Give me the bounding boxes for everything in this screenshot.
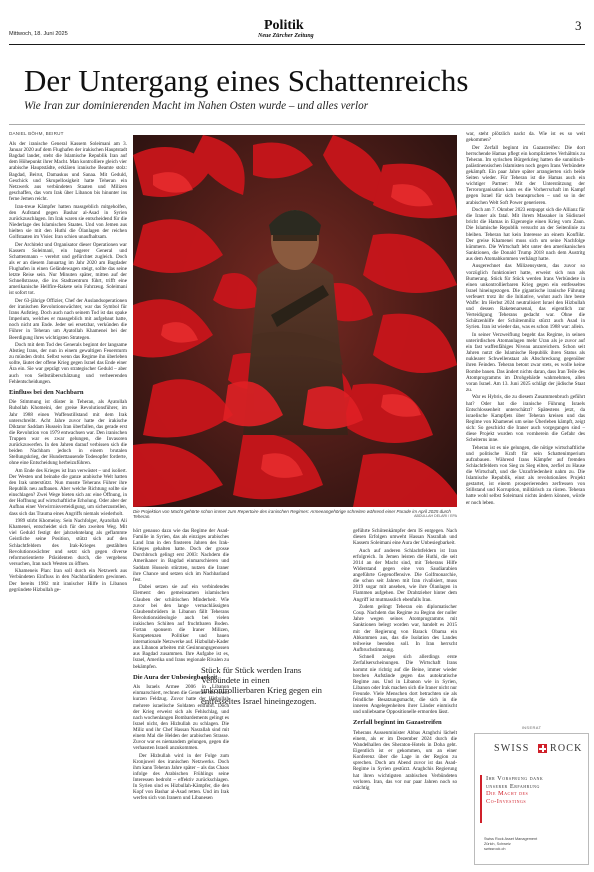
subheading: Zerfall beginnt im Gazastreifen [353,719,442,727]
paragraph: 1989 stirbt Khomeiny. Sein Nachfolger, Ayatollah Ali Khamenei, entscheidet sich für den zweiten Weg. Mit viel Geduld festigt der jahrzehntelang als geflammte Geistliche seine Position, stützt sich auf den Schlachtfeldern des Irak-Krieges gestählten Revolutionswächter und setzt sich gegen diverse reformorientierte Präsidenten durch, die vergebens versuchen, Iran nach Westen zu öffnen. [9,518,127,567]
page-number: 3 [575,18,582,33]
pull-quote: Stück für Stück werden Irans Verbündete in einen unkontrollierbaren Krieg gegen ein entfesseltes Israel hineingezogen. [201,665,322,706]
section-title: Politik [264,18,304,33]
paragraph: Am Ende des Krieges ist Iran verwüstet – und isoliert. Der Westen und beinahe die ganze arabische Welt hatten den Irak unterstützt. Nun musste Teherans Führer ihre Republik neu aufbauen. Aber welche Richtung sollte sie einschlagen? Zwei Wege bieten sich an: eine Öffnung, in der Hoffnung auf wirtschaftliche Erholung. Oder aber der Aufbau einer Verwirrnisverteidigung, um sicherzustellen, dass sich das Trauma eines Angriffs niemals wiederholt. [9,467,127,517]
ad-headline-box [480,775,587,823]
article-title: Der Untergang eines Schattenreichs [24,63,469,98]
photo-credit: ABDULLAH DELARI / EPA [414,514,457,518]
ad-footer-location: Zürich, Schweiz [484,841,511,846]
ad-footer-company: Swiss Rock Asset Management [484,837,538,841]
article-subtitle: Wie Iran zur dominierenden Macht im Nahen Osten wurde – und alles verlor [24,100,369,112]
issue-date: Mittwoch, 18. Juni 2025 [9,31,68,37]
paragraph: Teheran ist es nie gelungen, die nötige wirtschaftliche und politische Kraft für sein Schattenimperium aufzubauen. Während Irans Kämpfer auf fremden Schlachtfeldern von Sieg zu Sieg eilten, zerfiel zu Hause die Wirtschaft, und die Unzufriedenheit nahm zu. Die Islamische Republik, einst als revolutionäres Projekt gestartet, ist einem prosperierenden zerfressen von Stillstand und Korruption, militärisch zu rüsten. Teheran hatte wohl selbst Soleimani nichts ändern können, würde er noch leben. [466,444,585,506]
newspaper-name: Neue Zürcher Zeitung [258,33,314,39]
article-column-1 [9,131,127,867]
ad-label: INSERAT [521,725,542,730]
parade-photo-image [133,135,457,507]
paragraph: Ausgerechnet das Milizensystem, das zuvor so vorzüglich funktioniert hatte, erweist sich nun als Bumerang. Stück für Stück werden Irans Verbündete in einen unkontrollierbaren Krieg gegen ein entfesseltes Israel hineingezogen. Die gigantische iranische Führung verfeuert trotz ihr die Initiative, wohnt auch ihre beste Waffe: Im Herbst 2024 neutralisiert Israel den Hizbullah und dessen Raketenarsenal, das eigentlich zur Verteidigung Teherans gedacht war. Ohne die Schützenhilfe der Schiitenmiliz stürzt auch Asad in Syrien. Iran ist wieder das, was es schon 1988 war: allein. [466,263,585,331]
byline: DANIEL BÖHM, BEIRUT [9,131,64,136]
paragraph: Doch am 7. Oktober 2023 entpuppt sich die Allianz für die Iraner als fatal. Mit ihrem Massaker in Südisrael bricht die Hamas in Eigenregie einen Krieg vom Zaun. Die Islamische Republik versucht an der Seitenlinie zu bleiben. Teheran hat kein Interesse an einem Konflikt. Der greise Khamenei muss sich um seine Nachfolge kümmern. Die Wirtschaft lebt unter den amerikanischen Sanktionen, die Donald Trump 2018 nach dem Austritg aus dem Atomabkommen verhängt hatte. [466,207,585,262]
logo-cross-bar-v [542,745,544,752]
subheading: Einfluss bei den Nachbarn [9,388,84,396]
ad-headline-1: Ihr Vorsprung dank [486,775,544,782]
paragraph: Khameneis Plan: Iran soll durch ein Netzwerk aus Verbündeten Einfluss in den Nachbarländern gewinnen. Der bereits 1982 mit iranischer Hilfe in Libanon gegründete Hizbullah ge- [9,568,127,593]
swiss-rock-logo [480,743,583,757]
paragraph: geführte Schiitenkämpfer dem IS entgegen. Nach diesen Erfolgen umweht Hassan Nasrallah und Kassem Soleimani eine Aura der Unbesiegbarkeit. [353,528,457,547]
ad-headline-4: Co-Investings [486,797,527,805]
article-column-4 [466,131,585,727]
paragraph: Teherans Aussenminister Abbas Araghchi lächelt einem, als er im Dezember 2024 durch die Wandelhallen des Sheraton-Hotels in Doha geht. Eigentlich ist er gekommen, um an einer Konferenz über die Lage in der Region zu sprechen. Doch am Abend zuvor ist das Asad-Regime in Syrien gestürzt. Araghchis Regierung hat ihren wichtigsten arabischen Verbündeten verloren. Iran, das vor nur paar Jahren noch so mächtig [353,729,457,791]
subheading: Die Aura der Unbesiegbarkeit [133,673,218,681]
paragraph: war, steht plötzlich nackt da. Wie ist es so weit gekommen? [466,131,585,144]
paragraph: Auch auf anderen Schlachtfeldern ist Iran erfolgreich. In Jemen leisten die Huthi, die seit 2014 an der Macht sind, mit Teherans Hilfe Widerstand gegen eine von Saudiarabien angeführte Gegenoffensive. Die Golfmonarchie, die schon seit Jahren mit Iran rivalisiert, muss 2019 sogar mit ansehen, wie ihre Ölanlagen in Flammen aufgehen. Der Drahtzieher hinter dem Angriff ist mutmasslich ebenfalls Iran. [353,547,457,603]
paragraph: Schnell zeigen sich allerdings erste Zerfallserscheinungen. Die Wirtschaft Irans kommt nie richtig auf die Beine, immer wieder brechen Aufstände gegen das autokratische Regime aus. Und in Libanon wie in Syrien, Libanon oder Irak machen sich die Iraner nicht nur Freunde. Viele Menschen dort betrachten sie als feindliche Besatzungsmacht, die sich in die inneren Angelegenheiten ihrer Länder einmischt und unliebsame Oppositionelle ermorden lässt. [353,654,457,716]
ad-headline-2: unserer Erfahrung [486,782,540,790]
paragraph: War es Hybris, die zu diesem Zusammenbruch geführt hat? Oder hat die iranische Führung Israels Entschlossenheit unterschätzt? Spätestens jetzt, da israelische Kampfjets über Teheran kreisen und das Regime von Khamenei um seine Überleben kämpft, zeigt sich: So geschickt die Iraner auch vorgegangen sind – diese Projekt wurden von vornherein die Gefahr des Scheiterns inne. [466,394,585,444]
parade-photo [133,135,457,507]
paragraph: Iran-treue Kämpfer hatten massgeblich mitgeholfen, den Aufstand gegen Bashar al-Asad in Syrien zurückzuschlagen. Im Irak waren sie entscheidend für die Niederlage des Islamischen Staates. Und von Jemen aus hielten sie mit den Huthi die Ölanlagen der reichen Golfstaaten im Visier. Iran schien unaufhaltsam. [9,203,127,240]
paragraph: Zudem gelingt Teheran ein diplomatischer Coup. Nachdem das Regime zu Beginn der nuller Jahre wegen seines Atomprogramms mit Sanktionen belegt worden war, handelt es 2015 mit der Regierung von Barack Obama ein Abkommen aus, das die Isolation des Landes teilweise beenden soll. In Iran herrscht Aufbruchstimmung. [353,604,457,653]
headline-divider [9,124,585,125]
photo-caption: Die Projektion von Macht gehörte schon immer zum Repertoire des iranischen Regimes: Armeeangehörige schreiten während einer Parade im April 2025 durch Teheran. [133,509,451,520]
advertisement[interactable] [474,725,589,865]
paragraph: Als der iranische General Kassem Soleimani am 3. Januar 2020 auf dem Flughafen der irakischen Hauptstadt Bagdad landet, steht die Islamische Republik Iran auf dem Höhepunkt ihrer Macht. Man kontrolliere gleich vier arabische Hauptstädte, erklären iranische Beamte stolz: Bagdad, Beirut, Damaskus und Sanaa. Mit Geduld, Geschick und Skrupellosigkeit hatte Teheran ein Netzwerk aus verbündeten Staaten und Milizen geschaffen, das vom Irak über Libanon bis hinunter ins ferne Jemen reicht. [9,141,127,202]
article-column-3 [353,528,457,867]
paragraph: Als Israels Armee 2006 in Libanon einmarschiert, rechnen die Generäle mit einem kurzen Feldzug. Zuvor hatte der Hizbullah mehrere israelische Soldaten entführt. Doch der Krieg erweist sich als Fehlschlag, und nach wochenlangen Bombardements gelingt es Israel nicht, den Hizbullah zu schlagen. Die Miliz und ihr Chef Hassan Nasrallah sind mit einem Mal die Helden der arabischen Strasse. Zuvor war es niemandem gelungen, gegen die verhassten Israeli anzukommen. [133,684,229,752]
paragraph: Der Hizbullah wird in der Folge zum Kronjuwel des iranischen Netzwerks. Doch ihm kann Teheran Jahre später – als das Chaos infolge des Arabischen Frühlings seine Interessen bedroht – effektiv zurückschlagen. In Syrien sind es Hizbullah-Kämpfer, die den Kopf von Bashar al-Asad retten. Und im Irak werfen sich von Iranern und Libanesen [133,752,229,802]
paragraph: Doch mit dem Tod des Generals beginnt der langsame Abstieg Irans, der nun in einem gewaltigen Feuersturm zu münden droht. Selbst wenn das Regime ihn überleben sollte, läutet der offene Krieg gegen Israel das Ende einer Ära ein. Sie war geprägt von strategischer Geduld – aber auch von Selbstüberschätzung und verheerenden Fehlentscheidungen. [9,342,127,385]
ad-footer-url[interactable]: swissrock.ch [484,846,506,851]
ad-footer [484,837,584,851]
paragraph: In seiner Verzweiflung begeht das Regime, in seinen unterirdischen Atomanlagen mehr Uran als je zuvor auf ein fast waffenfähiges Niveau anzureichern. Schon seit Jahren nutzt die Islamische Republik ihren Status als nuklearer Schwellenstaat als Abschreckung gegenüber ihren Feinden. Teheran betont zwar stets, es wolle keine Bombe bauen. Das ändert nichts daran, dass Iran Teile des Atomprogramms im Drohgebärde wahrnehmen, allen voran Israel. Am 13. Juni 2025 schlägt der jüdische Staat zu. [466,332,585,393]
header-rule [9,44,585,45]
logo-text-left: SWISS [494,743,530,754]
paragraph: Der 63-jährige Offizier, Chef der Auslandsoperationen der iranischen Revolutionswächter, war das Symbol für Irans Aufstieg. Doch auch nach seinem Tod ist das opake Imperium, welches er massgeblich mit aufgebaut hatte, noch nicht am Ende. Jeder sei ersetzbar, verkünden die Führer in Teheran um Ayatollah Khamenei bei der Beerdigung ihres wichtigsten Strategen. [9,297,127,341]
paragraph: hört genauso dazu wie das Regime der Asad-Familie in Syrien, das als einziges arabisches Land Iran in den finsteren Jahren des Irak-Krieges gehalten hatte. Doch der grosse Durchbruch gelingt erst 2003: Nachdem die Amerikaner in Bagdad einmarschieren und Saddam Hussein stürzten, nutzen die Iraner ihre Chance und setzen sich im Nachbarland fest. [133,528,229,583]
ad-headline-3: Die Macht des [486,790,529,798]
paragraph: Dabei setzen sie auf ein verbindendes Element: den gemeinsamen islamischen Glauben der schiitischen Minderheit. Wie zuvor bei den lange vernachlässigten Glaubensbrüdern in Libanon fällt Teherans Revolutionsideologie auch bei vielen irakischen Schiiten auf fruchtbaren Boden. Fortan sponsern die Iraner Milizen, Kompetenzen Politiker und bauen internationale Netzwerke auf. Hizbullah-Kader aus Libanon arbeiten mit Gesinnungsgenossen aus Bagdad zusammen. Ihre Aufgabe ist es, Israel, Amerika und Irans regionale Rivalen zu bekämpfen. [133,584,229,670]
paragraph: Die Stimmung ist düster in Teheran, als Ayatollah Ruhollah Khomeini, der greise Revolutionsführer, im Jahr 1988 einen Waffenstillstand mit dem Irak unterschreibt. Acht Jahre zuvor hatte der irakische Diktator Saddam Hussein Iran überfallen, das gerade erst die Revolution von 1979 entwachsen war. Den iranischen Truppen war es zwar gelungen, die Invasoren zurückzuwerfen. In den Jahren darauf verbissen sich die beiden Nachbarn jedoch in einem brutalen Stellungskrieg, der Hunderttausende Todesopfer forderte, ohne eine Entscheidung herbeizuführen. [9,399,127,467]
paragraph: Der Architekt und Organisator dieser Operationen war Kassem Soleimani, ein hagerer General und Schattenmann – verehrt und gefürchtet zugleich. Doch als er an diesem Januartag im Jahr 2020 am Bagdader Flughafen in einen Geländewagen steigt, sollte das seine letzte Reise sein. Nur Minuten später, mitten auf der Schnellstrasse, die ins Stadtzentrum führt, trifft eine amerikanische Hellfire-Rakete sein Fahrzeug. Soleimani ist sofort tot. [9,241,127,297]
paragraph: Der Zerfall beginnt im Gazastreifen: Die dort herrschende Hamas pflegt ein kompliziertes Verhältnis zu Teheran. Im syrischen Bürgerkrieg hatten die sunnitisch-palästinensischen Islamisten noch gegen Irans Verbündete gekämpft. Ein paar Jahre später arrangierten sich beide Seiten wieder. Für Teheran ist die Hamas auch ein wichtiger Partner: Mit der Unterstützung der Terrororganisation kann es die Vorherrschaft im Kampf gegen Israel für sich beanspruchen – und so in der arabischen Welt Soft Power generieren. [466,144,585,206]
logo-text-right: ROCK [550,743,583,754]
